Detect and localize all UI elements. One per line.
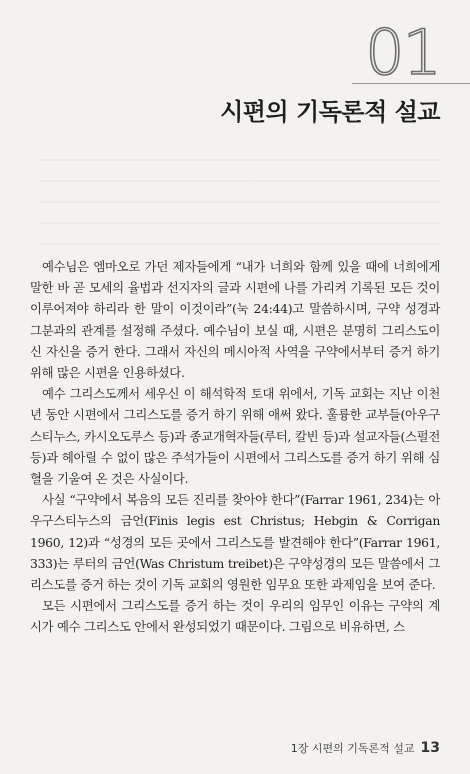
chapter-rule [352,83,470,84]
page-footer [291,740,440,756]
paragraph-2: 예수 그리스도께서 세우신 이 해석학적 토대 위에서, 기독 교회는 지난 이천 년 동안 시편에서 그리스도를 증거 하기 위해 애써 왔다. 훌륭한 교부들(아우구스티누스, 카시오도루스 등)과 종교개혁자들(루터, 칼빈 등)과 설교자들(스펄전 등)과 헤아릴 수 없이 많은 주석가들이 시편에서 그리스도를 증거 하기 위해 심혈을 기울여 온 것은 사실이다. [30,386,440,487]
show-through-text [40,140,440,250]
body-text [30,256,440,638]
chapter-number: 01 [365,16,440,89]
chapter-title: 시편의 기독론적 설교 [220,98,440,126]
paragraph-1: 예수님은 엠마오로 가던 제자들에게 “내가 너희와 함께 있을 때에 너희에게 말한 바 곧 모세의 율법과 선지자의 글과 시편에 나를 가리켜 기록된 모든 것이 이루어져야 하리라 한 말이 이것이라”(눅 24:44)고 말씀하시며, 구약 성경과 그분과의 관계를 설정해 주셨다. 예수님이 보실 때, 시편은 분명히 그리스도이신 자신을 증거 한다. 그래서 자신의 메시아적 사역을 구약에서부터 증거 하기 위해 많은 시편을 인용하셨다. [30,259,440,381]
page-number: 13 [420,740,440,756]
paragraph-3: 사실 “구약에서 복음의 모든 진리를 찾아야 한다”(Farrar 1961, 234)는 아우구스티누스의 금언(Finis legis est Christus; Hebgin & Corrigan 1960, 12)과 “성경의 모든 곳에서 그리스도를 발견해야 한다”(Farrar 1961, 333)는 루터의 금언(Was Christum treibet)은 구약성경의 모든 말씀에서 그리스도를 증거 하는 것이 기독 교회의 영원한 임무요 또한 과제임을 보여 준다. [30,492,440,593]
paragraph-4: 모든 시편에서 그리스도를 증거 하는 것이 우리의 임무인 이유는 구약의 계시가 예수 그리스도 안에서 완성되었기 때문이다. 그림으로 비유하면, 스 [30,598,440,635]
running-head: 1장 시편의 기독론적 설교 [290,742,415,755]
